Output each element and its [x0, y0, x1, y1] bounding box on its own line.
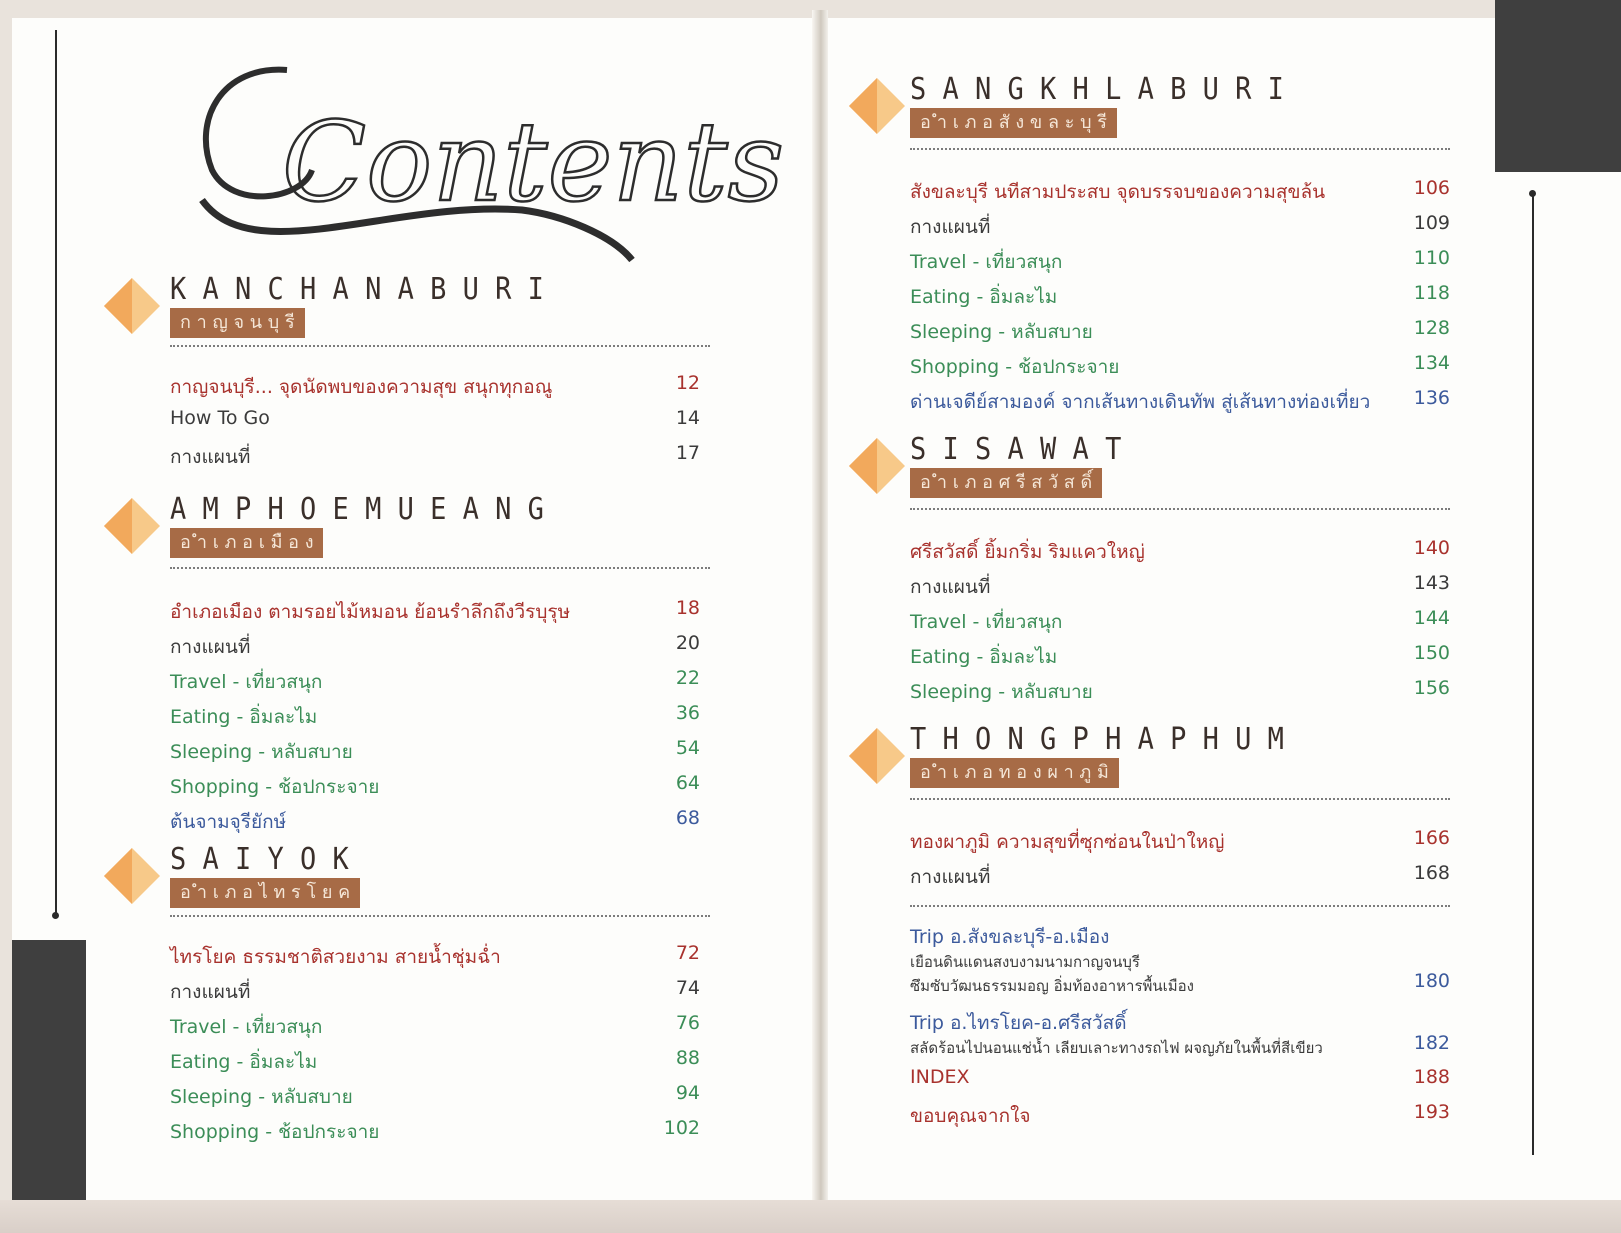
left-margin-dot: [52, 912, 59, 919]
section-title-th: อ ำ เ ภ อ ศ รี ส วั ส ดิ์: [910, 468, 1102, 498]
section-divider: [170, 915, 710, 917]
toc-entry-title: Travel - เที่ยวสนุก: [170, 671, 323, 693]
toc-entry[interactable]: [170, 772, 379, 802]
toc-entry-page: 193: [1413, 1101, 1450, 1123]
toc-entry-page: 17: [675, 442, 700, 464]
toc-entry[interactable]: [910, 317, 1093, 347]
section-title-en: T H O N G P H A P H U M: [910, 722, 1284, 757]
toc-entry-page: 74: [675, 977, 700, 999]
toc-entry[interactable]: [170, 1082, 353, 1112]
toc-entry-page: 166: [1413, 827, 1450, 849]
toc-entry-page: 136: [1413, 387, 1450, 409]
toc-entry-title: How To Go: [170, 407, 270, 429]
toc-entry-title: Sleeping - หลับสบาย: [170, 1086, 353, 1108]
section-title-th: อ ำ เ ภ อ ท อ ง ผ า ภู มิ: [910, 758, 1119, 788]
section-title-en: S A N G K H L A B U R I: [910, 72, 1284, 107]
section-title-th: ก า ญ จ น บุ รี: [170, 308, 305, 338]
section-title-th: อ ำ เ ภ อ ไ ท ร โ ย ค: [170, 878, 360, 908]
section-title-en: S I S A W A T: [910, 432, 1122, 467]
toc-entry-page: 12: [675, 372, 700, 394]
toc-entry-title: กางแผนที่: [910, 216, 991, 238]
toc-entry-title: กางแผนที่: [910, 576, 991, 598]
toc-entry-title: Travel - เที่ยวสนุก: [910, 251, 1063, 273]
section-title-en: S A I Y O K: [170, 842, 349, 877]
toc-entry[interactable]: [910, 247, 1062, 277]
toc-entry[interactable]: [910, 827, 1224, 857]
toc-entry-page: 128: [1413, 317, 1450, 339]
section-title-th: อ ำ เ ภ อ เ มื อ ง: [170, 528, 323, 558]
toc-entry-title: ต้นจามจุรียักษ์: [170, 811, 287, 833]
toc-entry[interactable]: [910, 862, 990, 892]
book-gutter: [812, 10, 828, 1223]
toc-entry[interactable]: [910, 212, 990, 242]
toc-entry-title: ทองผาภูมิ ความสุขที่ซุกซ่อนในป่าใหญ่: [910, 831, 1225, 853]
left-dark-tab: [12, 940, 86, 1200]
diamond-bullet-icon: [100, 274, 164, 338]
toc-entry-title: อำเภอเมือง ตามรอยไม้หมอน ย้อนรำลึกถึงวีรบุรุษ: [170, 601, 571, 623]
toc-entry-title: Eating - อิ่มละไม: [170, 1051, 318, 1073]
section-divider: [910, 798, 1450, 800]
toc-entry-title: Travel - เที่ยวสนุก: [170, 1016, 323, 1038]
right-dark-tab: [1495, 0, 1621, 172]
toc-entry[interactable]: [910, 387, 1370, 417]
section-title-en: K A N C H A N A B U R I: [170, 272, 544, 307]
toc-entry-page: 110: [1413, 247, 1450, 269]
toc-entry-title: สังขละบุรี นทีสามประสบ จุดบรรจบของความสุขล้น: [910, 181, 1326, 203]
toc-entry-page: 144: [1413, 607, 1450, 629]
section-divider: [170, 345, 710, 347]
toc-entry-title: Shopping - ช้อปกระจาย: [170, 1121, 380, 1143]
toc-entry[interactable]: [170, 1012, 322, 1042]
trips-divider: [910, 905, 1450, 907]
diamond-bullet-icon: [845, 74, 909, 138]
toc-entry-title: กางแผนที่: [170, 446, 251, 468]
toc-entry-title: Sleeping - หลับสบาย: [170, 741, 353, 763]
toc-entry-page: 22: [675, 667, 700, 689]
toc-entry-title: ศรีสวัสดิ์ ยิ้มกริ่ม ริมแควใหญ่: [910, 541, 1145, 563]
toc-entry-title: Travel - เที่ยวสนุก: [910, 611, 1063, 633]
toc-entry-page: 76: [675, 1012, 700, 1034]
toc-entry[interactable]: [170, 737, 353, 767]
trip-page: 180: [1413, 970, 1450, 992]
diamond-bullet-icon: [845, 724, 909, 788]
toc-entry-title: Sleeping - หลับสบาย: [910, 321, 1093, 343]
section-title-th: อ ำ เ ภ อ สั ง ข ล ะ บุ รี: [910, 108, 1117, 138]
toc-entry-page: 150: [1413, 642, 1450, 664]
toc-entry-page: 156: [1413, 677, 1450, 699]
toc-entry[interactable]: [170, 807, 286, 837]
toc-entry[interactable]: [170, 372, 552, 402]
trip-page: 182: [1413, 1032, 1450, 1054]
toc-entry[interactable]: [910, 677, 1093, 707]
toc-entry[interactable]: [910, 572, 990, 602]
toc-entry[interactable]: [170, 407, 270, 429]
toc-entry[interactable]: [170, 597, 570, 627]
toc-entry-page: 68: [675, 807, 700, 829]
toc-entry[interactable]: [170, 632, 250, 662]
trip-title[interactable]: Trip อ.ไทรโยค-อ.ศรีสวัสดิ์: [910, 1012, 1127, 1034]
right-margin-line: [1532, 195, 1534, 1155]
diamond-bullet-icon: [100, 844, 164, 908]
toc-entry[interactable]: [170, 702, 317, 732]
trip-description: ซึมซับวัฒนธรรมมอญ อิ่มท้องอาหารพื้นเมือง: [910, 977, 1195, 995]
toc-entry-page: 188: [1413, 1066, 1450, 1088]
toc-entry[interactable]: ขอบคุณจากใจ: [910, 1105, 1031, 1127]
trip-title[interactable]: Trip อ.สังขละบุรี-อ.เมือง: [910, 926, 1110, 948]
toc-entry[interactable]: [910, 537, 1145, 567]
toc-entry-title: Eating - อิ่มละไม: [910, 646, 1058, 668]
toc-entry-page: 134: [1413, 352, 1450, 374]
right-margin-dot: [1529, 190, 1536, 197]
trip-description: สลัดร้อนไปนอนแช่น้ำ เลียบเลาะทางรถไฟ ผจญภัยในพื้นที่สีเขียว: [910, 1039, 1323, 1057]
toc-entry[interactable]: [170, 667, 322, 697]
trip-description: เยือนดินแดนสงบงามนามกาญจนบุรี: [910, 953, 1140, 971]
toc-entry-title: Eating - อิ่มละไม: [170, 706, 318, 728]
toc-entry-page: 64: [675, 772, 700, 794]
toc-entry-page: 109: [1413, 212, 1450, 234]
diamond-bullet-icon: [100, 494, 164, 558]
toc-entry[interactable]: [170, 977, 250, 1007]
toc-entry-page: 143: [1413, 572, 1450, 594]
toc-entry-title: กางแผนที่: [170, 636, 251, 658]
toc-entry-page: 36: [675, 702, 700, 724]
section-divider: [910, 508, 1450, 510]
toc-entry-page: 14: [675, 407, 700, 429]
toc-entry-page: 54: [675, 737, 700, 759]
toc-entry-page: 72: [675, 942, 700, 964]
section-divider: [910, 148, 1450, 150]
toc-entry[interactable]: [170, 1047, 317, 1077]
toc-entry[interactable]: [170, 442, 250, 472]
left-margin-line: [55, 30, 57, 915]
toc-entry-page: 102: [663, 1117, 700, 1139]
toc-entry[interactable]: [910, 352, 1119, 382]
toc-entry-title: กางแผนที่: [910, 866, 991, 888]
contents-title: [192, 60, 785, 290]
toc-entry-page: 118: [1413, 282, 1450, 304]
toc-entry-title: ไทรโยค ธรรมชาติสวยงาม สายน้ำชุ่มฉ่ำ: [170, 946, 501, 968]
svg-text:Contents: Contents: [282, 98, 785, 226]
toc-entry-title: Eating - อิ่มละไม: [910, 286, 1058, 308]
section-divider: [170, 567, 710, 569]
toc-entry-title: กางแผนที่: [170, 981, 251, 1003]
toc-entry-page: 140: [1413, 537, 1450, 559]
toc-entry[interactable]: [170, 1117, 379, 1147]
toc-entry-page: 20: [675, 632, 700, 654]
toc-entry-page: 106: [1413, 177, 1450, 199]
toc-entry-title: กาญจนบุรี... จุดนัดพบของความสุข สนุกทุกอณู: [170, 376, 553, 398]
section-title-en: A M P H O E M U E A N G: [170, 492, 544, 527]
toc-entry-title: Shopping - ช้อปกระจาย: [910, 356, 1120, 378]
toc-entry[interactable]: [170, 942, 501, 972]
toc-entry-page: 18: [675, 597, 700, 619]
diamond-bullet-icon: [845, 434, 909, 498]
toc-entry[interactable]: [910, 607, 1062, 637]
toc-entry-page: 88: [675, 1047, 700, 1069]
toc-entry-title: Shopping - ช้อปกระจาย: [170, 776, 380, 798]
toc-entry[interactable]: [910, 642, 1057, 672]
toc-entry-title: ด่านเจดีย์สามองค์ จากเส้นทางเดินทัพ สู่เส้นทางท่องเที่ยว: [910, 391, 1371, 413]
toc-entry[interactable]: [910, 282, 1057, 312]
toc-entry[interactable]: [910, 177, 1325, 207]
toc-entry-page: 94: [675, 1082, 700, 1104]
toc-entry-title: Sleeping - หลับสบาย: [910, 681, 1093, 703]
page-edge: [0, 1200, 1621, 1233]
toc-entry-page: 168: [1413, 862, 1450, 884]
toc-entry[interactable]: INDEX: [910, 1066, 970, 1088]
